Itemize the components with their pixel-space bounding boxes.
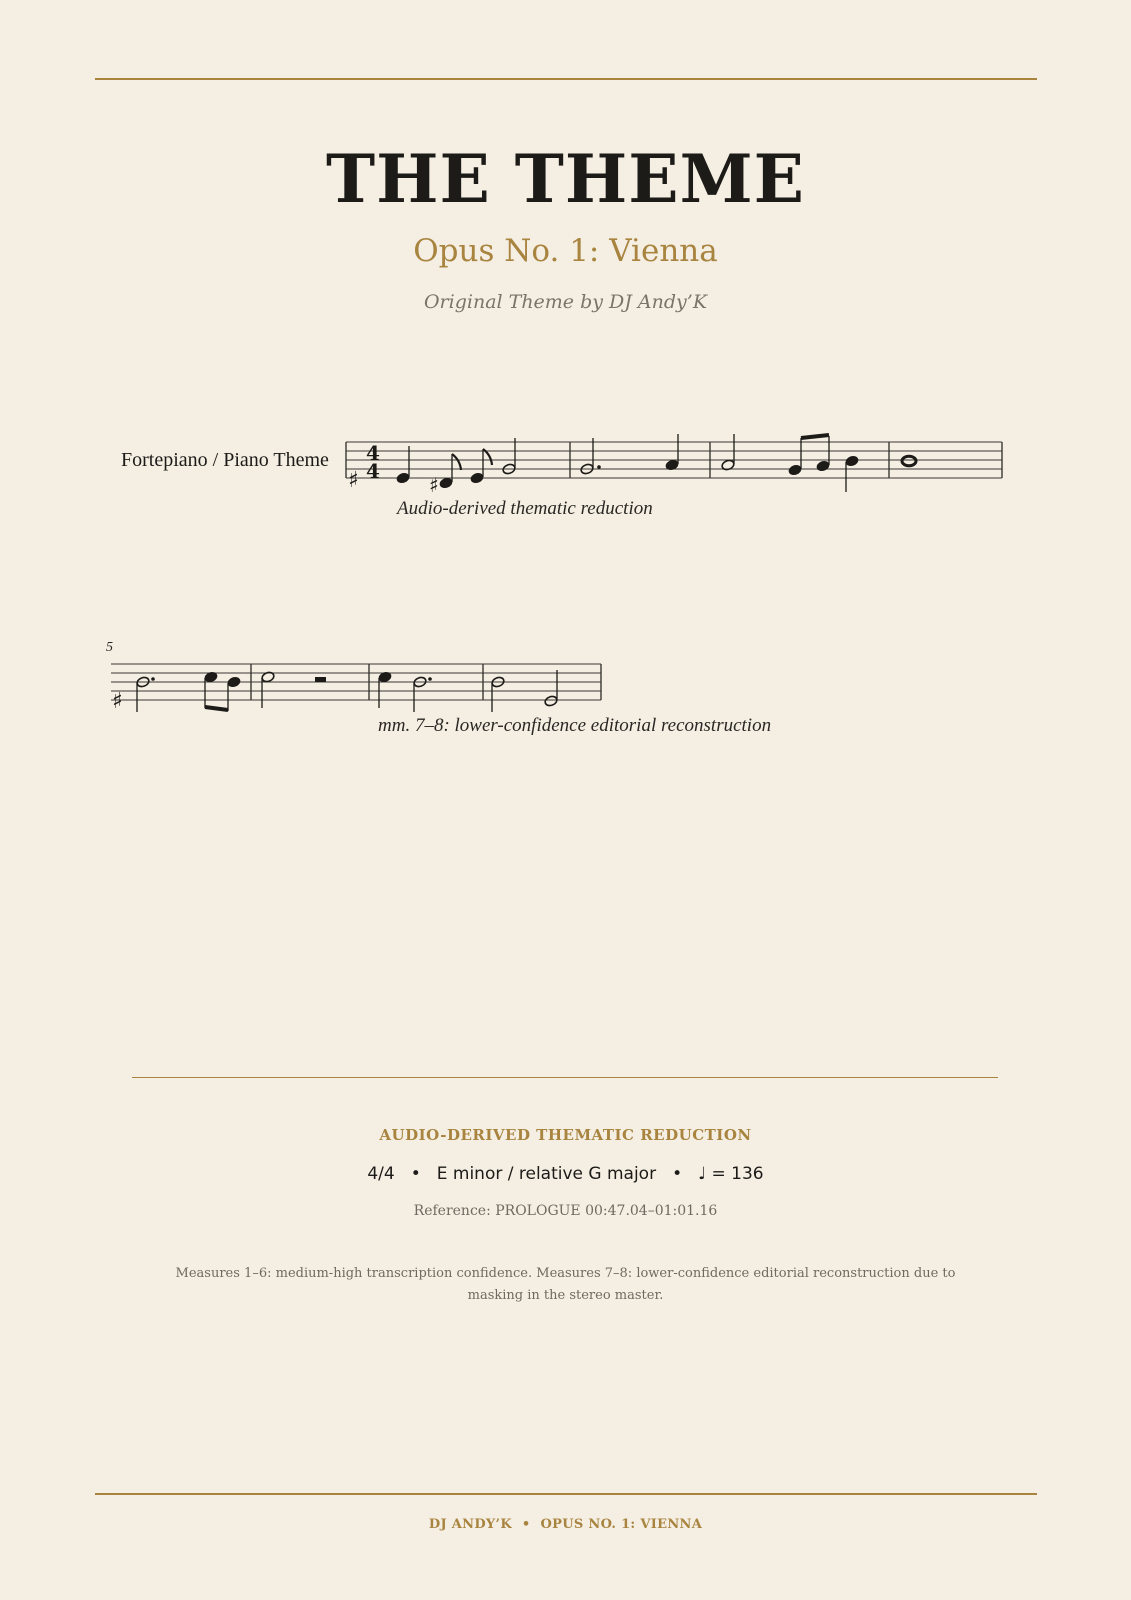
measure-2 [580, 434, 679, 475]
note [816, 460, 830, 472]
note-half [502, 463, 516, 475]
confidence-note: Measures 1–6: medium-high transcription confidence. Measures 7–8: lower-confidence editorial reconstruction due to masking in the stereo master. [175, 1266, 956, 1303]
augmentation-dot [428, 677, 432, 681]
tempo-value: ♩ = 136 [698, 1164, 764, 1184]
barlines-system-1 [346, 442, 1002, 478]
note [470, 472, 484, 484]
measure-number: 5 [106, 640, 113, 655]
measure-6 [261, 671, 326, 708]
key-value: E minor / relative G major [436, 1164, 657, 1184]
augmentation-dot [151, 677, 155, 681]
note-half [136, 676, 150, 688]
meta-separator: • [410, 1164, 421, 1184]
reference-line: Reference: PROLOGUE 00:47.04–01:01.16 [413, 1203, 718, 1219]
note-whole [902, 456, 916, 466]
note-half [544, 695, 558, 707]
measure-7 [378, 671, 432, 712]
note-half [261, 671, 275, 683]
time-signature-top: 4 [366, 441, 380, 465]
note [665, 459, 679, 471]
augmentation-dot [597, 465, 601, 469]
time-signature [366, 441, 380, 483]
info-heading: AUDIO-DERIVED THEMATIC REDUCTION [379, 1126, 752, 1144]
meter-value: 4/4 [367, 1164, 395, 1184]
note-half [491, 676, 505, 688]
note [378, 671, 392, 683]
measure-5 [136, 671, 241, 712]
system-2-annotation: mm. 7–8: lower-confidence editorial reconstruction [378, 715, 772, 736]
page-title: THE THEME [326, 140, 805, 218]
note [396, 472, 410, 484]
note-flag [452, 454, 461, 470]
note-beam [205, 707, 228, 710]
staff-system-2 [111, 664, 601, 700]
note [788, 464, 802, 476]
top-rule [95, 78, 1037, 80]
note [439, 477, 453, 489]
note-half [413, 676, 427, 688]
note [204, 671, 218, 683]
key-signature-sharp: ♯ [348, 468, 359, 493]
composer-byline: Original Theme by DJ Andy’K [423, 291, 708, 313]
footer-work: OPUS NO. 1: VIENNA [540, 1517, 703, 1532]
key-signature-sharp: ♯ [112, 689, 123, 714]
footer-artist: DJ ANDY’K [428, 1517, 512, 1532]
bottom-rule [95, 1493, 1037, 1495]
instrument-name: Fortepiano / Piano Theme [121, 449, 329, 471]
note-flag [483, 449, 492, 465]
footer-separator: • [521, 1517, 531, 1532]
note [227, 676, 241, 688]
measure-3 [721, 434, 859, 492]
info-meta-line [0, 1164, 1131, 1184]
system-1-annotation: Audio-derived thematic reduction [397, 498, 653, 519]
section-divider [132, 1077, 998, 1078]
note-half [580, 463, 594, 475]
note-half [721, 459, 735, 471]
page-subtitle: Opus No. 1: Vienna [413, 233, 718, 269]
barlines-system-2 [251, 664, 601, 700]
measure-4 [902, 456, 916, 466]
page-footer [0, 1517, 1131, 1532]
time-signature-bottom: 4 [366, 459, 380, 483]
accidental-sharp: ♯ [429, 473, 439, 497]
note-beam [801, 435, 829, 438]
measure-1 [396, 438, 516, 497]
staff-system-1 [346, 442, 1002, 478]
half-rest [315, 677, 326, 682]
note [845, 455, 859, 467]
meta-separator: • [672, 1164, 683, 1184]
measure-8 [491, 670, 558, 712]
